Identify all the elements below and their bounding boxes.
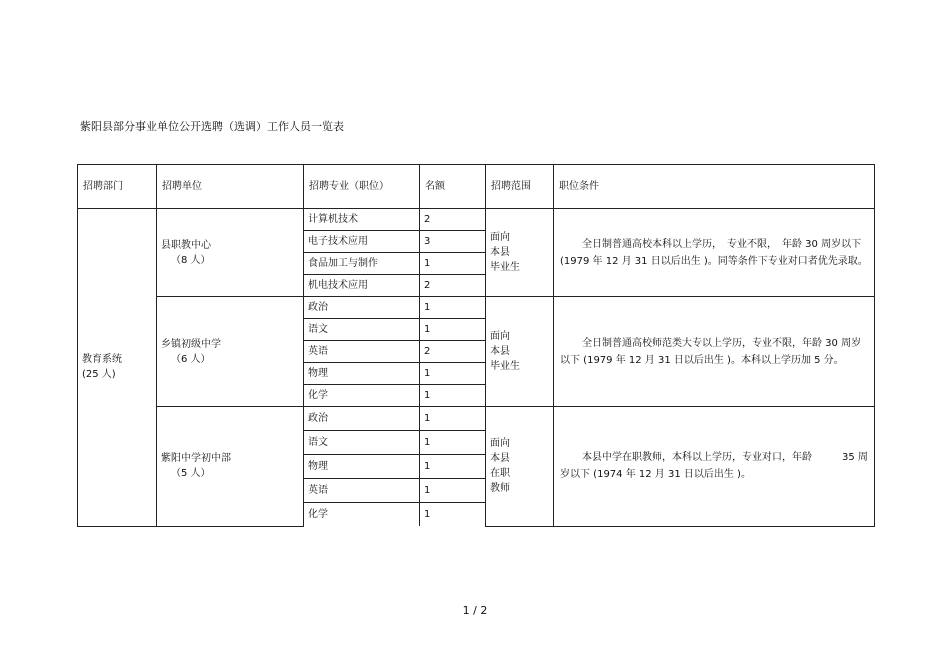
condition-cell: 全日制普通高校师范类大专以上学历，专业不限，年龄 30 周岁以下 (1979 年 12 月 31 日以后出生 )。本科以上学历加 5 分。 bbox=[554, 297, 875, 407]
header-quota: 名额 bbox=[420, 165, 486, 209]
major-cell: 物理 bbox=[304, 363, 420, 385]
quota-cell: 3 bbox=[420, 231, 486, 253]
major-cell: 计算机技术 bbox=[304, 209, 420, 231]
condition-cell: 本县中学在职教师，本科以上学历，专业对口，年龄 35 周岁以下 (1974 年 12 月 31 日以后出生 )。 bbox=[554, 407, 875, 527]
scope-line: 毕业生 bbox=[490, 262, 520, 273]
table-header-row bbox=[78, 165, 875, 209]
quota-cell: 1 bbox=[420, 431, 486, 455]
scope-line: 面向 bbox=[490, 438, 510, 450]
scope-cell bbox=[486, 209, 554, 297]
major-cell: 化学 bbox=[304, 503, 420, 527]
document-title: 紫阳县部分事业单位公开选聘（选调）工作人员一览表 bbox=[80, 120, 344, 133]
unit-count: （6 人） bbox=[171, 353, 211, 365]
unit-count: （8 人） bbox=[171, 254, 211, 266]
scope-line: 面向 bbox=[490, 331, 510, 342]
major-cell: 英语 bbox=[304, 341, 420, 363]
header-scope: 招聘范围 bbox=[486, 165, 554, 209]
quota-cell: 2 bbox=[420, 275, 486, 297]
major-cell: 食品加工与制作 bbox=[304, 253, 420, 275]
quota-cell: 1 bbox=[420, 503, 486, 527]
unit-cell bbox=[157, 297, 304, 407]
unit-name: 县职教中心 bbox=[161, 239, 211, 251]
table-row bbox=[78, 407, 875, 431]
major-cell: 英语 bbox=[304, 479, 420, 503]
scope-line: 本县 bbox=[490, 346, 510, 357]
header-unit: 招聘单位 bbox=[157, 165, 304, 209]
unit-count: （5 人） bbox=[171, 468, 211, 480]
quota-cell: 1 bbox=[420, 407, 486, 431]
major-cell: 语文 bbox=[304, 431, 420, 455]
scope-line: 本县 bbox=[490, 453, 510, 465]
quota-cell: 1 bbox=[420, 363, 486, 385]
quota-cell: 1 bbox=[420, 455, 486, 479]
unit-cell bbox=[157, 407, 304, 527]
unit-name: 乡镇初级中学 bbox=[161, 338, 221, 350]
major-cell: 政治 bbox=[304, 407, 420, 431]
scope-cell bbox=[486, 297, 554, 407]
scope-line: 教师 bbox=[490, 483, 510, 495]
scope-line: 在职 bbox=[490, 468, 510, 480]
major-cell: 语文 bbox=[304, 319, 420, 341]
major-cell: 机电技术应用 bbox=[304, 275, 420, 297]
scope-line: 毕业生 bbox=[490, 361, 520, 372]
recruitment-table bbox=[77, 164, 875, 527]
quota-cell: 1 bbox=[420, 479, 486, 503]
quota-cell: 1 bbox=[420, 253, 486, 275]
department-name: 教育系统 bbox=[82, 354, 122, 366]
scope-line: 本县 bbox=[490, 247, 510, 258]
condition-cell: 全日制普通高校本科以上学历， 专业不限， 年龄 30 周岁以下 (1979 年 12 月 31 日以后出生 )。同等条件下专业对口者优先录取。 bbox=[554, 209, 875, 297]
major-cell: 政治 bbox=[304, 297, 420, 319]
major-cell: 物理 bbox=[304, 455, 420, 479]
scope-line: 面向 bbox=[490, 232, 510, 243]
department-cell bbox=[78, 209, 157, 527]
quota-cell: 1 bbox=[420, 385, 486, 407]
scope-cell bbox=[486, 407, 554, 527]
quota-cell: 1 bbox=[420, 297, 486, 319]
quota-cell: 1 bbox=[420, 319, 486, 341]
major-cell: 化学 bbox=[304, 385, 420, 407]
page-number: 1 / 2 bbox=[462, 604, 488, 617]
header-condition: 职位条件 bbox=[554, 165, 875, 209]
unit-name: 紫阳中学初中部 bbox=[161, 453, 231, 465]
header-major: 招聘专业（职位） bbox=[304, 165, 420, 209]
quota-cell: 2 bbox=[420, 341, 486, 363]
major-cell: 电子技术应用 bbox=[304, 231, 420, 253]
quota-cell: 2 bbox=[420, 209, 486, 231]
department-count: (25 人) bbox=[82, 369, 116, 381]
table-row bbox=[78, 297, 875, 319]
unit-cell bbox=[157, 209, 304, 297]
table-row bbox=[78, 209, 875, 231]
header-department: 招聘部门 bbox=[78, 165, 157, 209]
